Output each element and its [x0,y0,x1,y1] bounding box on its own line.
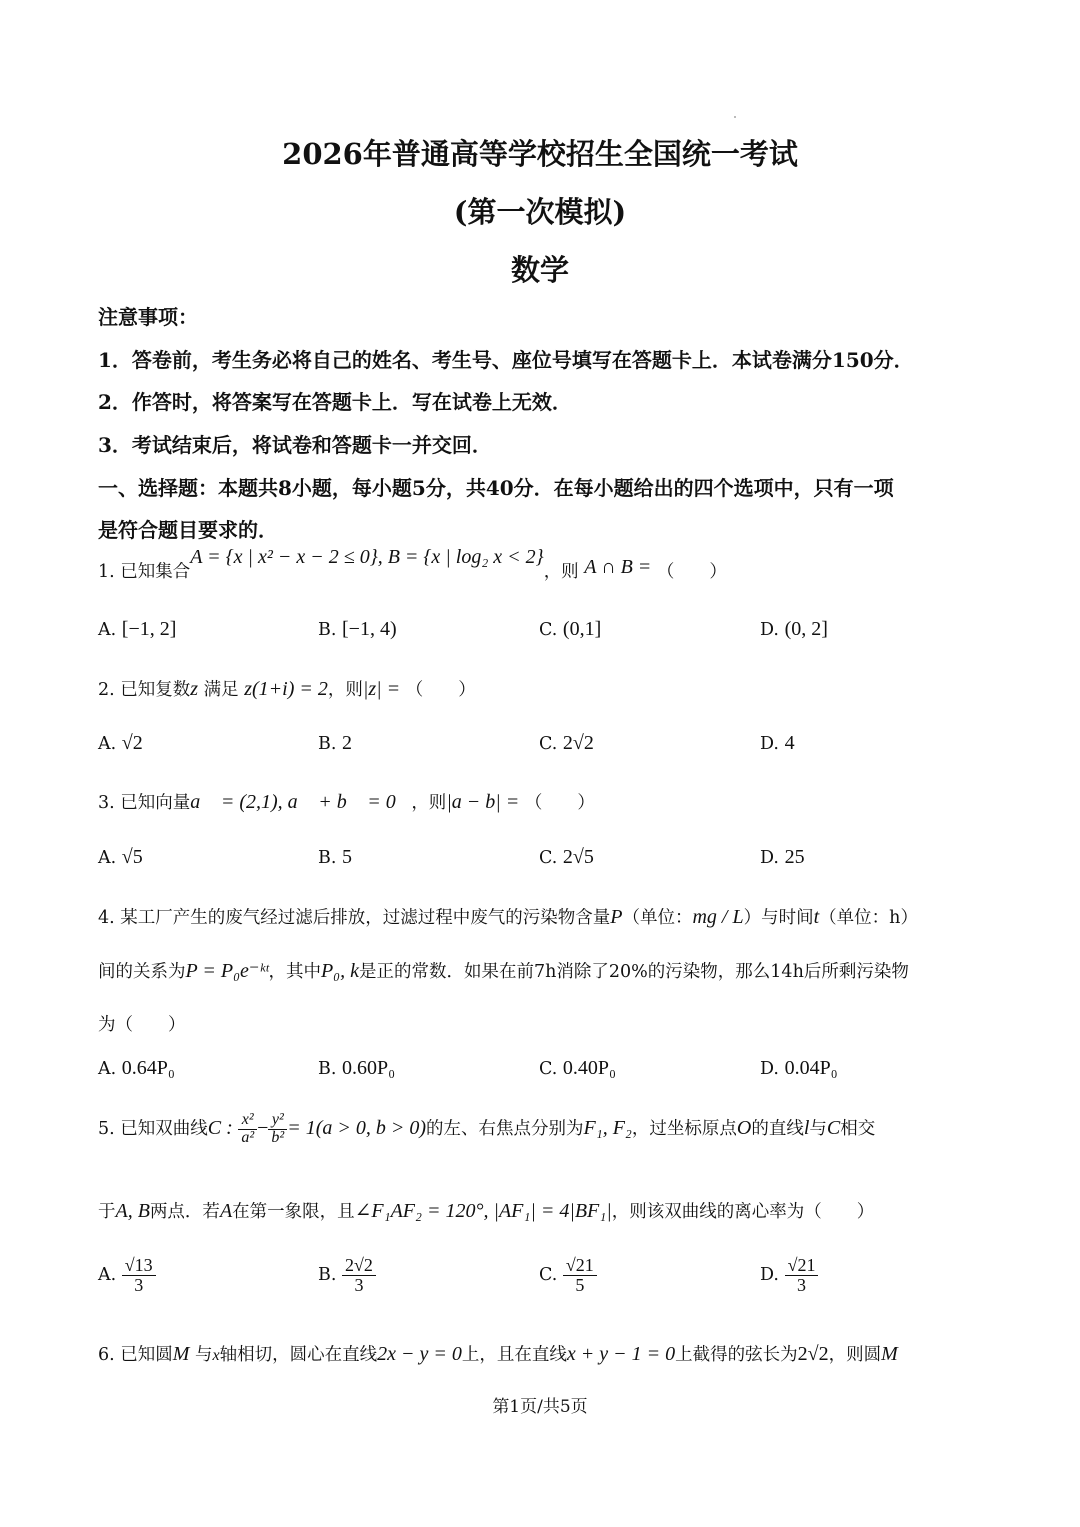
question-3-stem: 3. 已知向量a⃗ = (2,1), a⃗ + b⃗ = 0⃗，则|a − b| = （ ） [98,791,595,813]
question-1-stem: 1. 已知集合A = {x | x² − x − 2 ≤ 0}, B = {x | log₂ x < 2}，则 A ∩ B = （ ） [98,546,727,582]
exam-subtitle: (第一次模拟) [453,195,627,229]
q4-option-c[interactable]: C. 0.40P₀ [539,1057,617,1079]
q5-option-d[interactable]: D. $\frac{√21}{3}$ [760,1256,818,1295]
page-footer: 第1页/共5页 [492,1397,588,1417]
q3-option-d[interactable]: D. 25 [760,846,805,868]
q5-option-c[interactable]: C. $\frac{√21}{5}$ [539,1256,597,1295]
exam-title: 2026年普通高等学校招生全国统一考试 [282,137,798,171]
q1-option-c[interactable]: C. (0,1] [539,618,602,640]
question-4-line3: 为（ ） [98,1015,186,1035]
subject-title: 数学 [510,253,569,287]
y2-over-b2-fraction: $\frac{\text{y²}}{\text{b²}}$ [268,1112,287,1147]
q2-option-b[interactable]: B. 2 [318,732,353,754]
q2-option-a[interactable]: A. √2 [98,732,143,754]
question-4-line1: 4. 某工厂产生的废气经过滤后排放，过滤过程中废气的污染物含量P（单位：mg / L）与时间t（单位：h） [98,906,918,928]
notes-heading: 注意事项： [98,305,198,329]
q5-option-a[interactable]: A. $\frac{√13}{3}$ [98,1256,156,1295]
question-2-stem: 2. 已知复数z 满足 z(1+i) = 2，则|z| = （ ） [98,678,476,700]
question-4-line2: 间的关系为P = P₀e⁻ᵏᵗ，其中P₀, k是正的常数．如果在前7h消除了20%的污染物，那么14h后所剩污染物 [98,960,909,982]
stray-dot [734,116,736,118]
q1-option-a[interactable]: A. [−1, 2] [98,618,177,640]
question-5-line2: 于A, B两点．若A在第一象限，且∠F₁AF₂ = 120°, |AF₁| = 4|BF₁|，则该双曲线的离心率为（ ） [98,1200,875,1222]
question-5-line1: 5. 已知双曲线C : $\frac{\text{x²}}{\text{a²}}$ − $\frac{\text{y²}}{\text{b²}}$ = 1(a > 0, b > 0)的左、右焦点分别为F₁, F₂，过坐标原点O的直线l与C相交 [98,1111,876,1146]
q2-option-c[interactable]: C. 2√2 [539,732,594,754]
x2-over-a2-fraction: $\frac{\text{x²}}{\text{a²}}$ [238,1112,257,1147]
q1-option-b[interactable]: B. [−1, 4) [318,618,397,640]
q3-option-a[interactable]: A. √5 [98,846,143,868]
question-6-stem: 6. 已知圆M 与x轴相切，圆心在直线2x − y = 0上，且在直线x + y − 1 = 0上截得的弦长为2√2，则圆M [98,1343,898,1365]
q4-option-b[interactable]: B. 0.60P₀ [318,1057,396,1079]
section-heading-line2: 是符合题目要求的． [98,518,278,542]
q3-option-b[interactable]: B. 5 [318,846,353,868]
q5-option-b[interactable]: B. $\frac{2√2}{3}$ [318,1256,376,1295]
q1-option-d[interactable]: D. (0, 2] [760,618,828,640]
q2-option-d[interactable]: D. 4 [760,732,795,754]
note-item-2: 2．作答时，将答案写在答题卡上．写在试卷上无效． [98,390,572,414]
note-item-3: 3．考试结束后，将试卷和答题卡一并交回． [98,433,492,457]
q4-option-a[interactable]: A. 0.64P₀ [98,1057,175,1079]
q4-option-d[interactable]: D. 0.04P₀ [760,1057,838,1079]
section-heading-line1: 一、选择题：本题共8小题，每小题5分，共40分．在每小题给出的四个选项中，只有一项 [98,476,894,500]
q3-option-c[interactable]: C. 2√5 [539,846,594,868]
note-item-1: 1．答卷前，考生务必将自己的姓名、考生号、座位号填写在答题卡上．本试卷满分150分． [98,348,914,372]
